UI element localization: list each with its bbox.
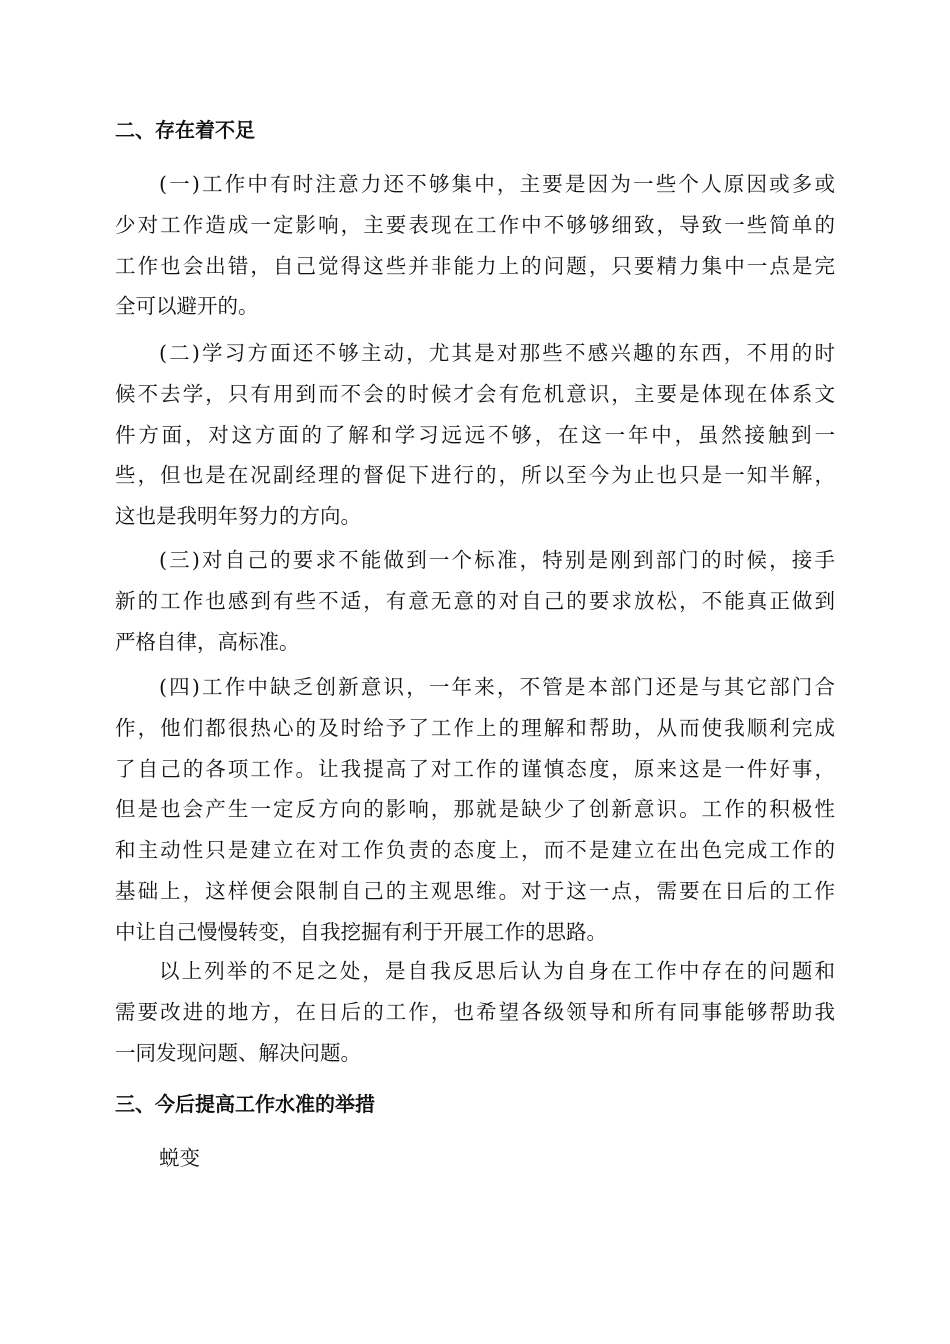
paragraph-line: (一)工作中有时注意力还不够集中，主要是因为一些个人原因或多或 bbox=[159, 172, 835, 196]
paragraph-line: 新的工作也感到有些不适，有意无意的对自己的要求放松，不能真正做到 bbox=[115, 588, 835, 613]
section-heading-shortcomings: 二、存在着不足 bbox=[115, 118, 255, 142]
paragraph-line: 作，他们都很热心的及时给予了工作上的理解和帮助，从而使我顺利完成 bbox=[115, 715, 835, 740]
paragraph-line: 一同发现问题、解决问题。 bbox=[115, 1040, 361, 1065]
paragraph-line: 和主动性只是建立在对工作负责的态度上，而不是建立在出色完成工作的 bbox=[115, 838, 835, 863]
paragraph-line: 中让自己慢慢转变，自我挖掘有利于开展工作的思路。 bbox=[115, 919, 607, 944]
paragraph-shortcoming-4 bbox=[115, 667, 835, 953]
paragraph-line: 需要改进的地方，在日后的工作，也希望各级领导和所有同事能够帮助我 bbox=[115, 999, 835, 1024]
paragraph-shortcoming-3 bbox=[115, 540, 835, 662]
paragraph-line: 少对工作造成一定影响，主要表现在工作中不够够细致，导致一些简单的 bbox=[115, 212, 835, 237]
paragraph-line: (三)对自己的要求不能做到一个标准，特别是刚到部门的时候，接手 bbox=[159, 548, 835, 572]
paragraph-line: (四)工作中缺乏创新意识，一年来，不管是本部门还是与其它部门合 bbox=[159, 675, 835, 699]
paragraph-line: 全可以避开的。 bbox=[115, 294, 259, 319]
paragraph-line: 严格自律，高标准。 bbox=[115, 629, 300, 654]
paragraph-line: 但是也会产生一定反方向的影响，那就是缺少了创新意识。工作的积极性 bbox=[115, 797, 835, 822]
paragraph-line: 工作也会出错，自己觉得这些并非能力上的问题，只要精力集中一点是完 bbox=[115, 253, 835, 278]
paragraph-line: 蜕变 bbox=[159, 1146, 200, 1170]
paragraph-shortcoming-2 bbox=[115, 333, 835, 537]
paragraph-measures bbox=[115, 1138, 835, 1179]
paragraph-line: 件方面，对这方面的了解和学习远远不够，在这一年中，虽然接触到一 bbox=[115, 422, 835, 447]
paragraph-line: 以上列举的不足之处，是自我反思后认为自身在工作中存在的问题和 bbox=[159, 959, 835, 983]
paragraph-line: (二)学习方面还不够主动，尤其是对那些不感兴趣的东西，不用的时 bbox=[159, 341, 835, 365]
section-heading-measures: 三、今后提高工作水准的举措 bbox=[115, 1092, 375, 1116]
paragraph-line: 这也是我明年努力的方向。 bbox=[115, 504, 361, 529]
paragraph-line: 了自己的各项工作。让我提高了对工作的谨慎态度，原来这是一件好事， bbox=[115, 756, 835, 781]
paragraph-line: 候不去学，只有用到而不会的时候才会有危机意识，主要是体现在体系文 bbox=[115, 381, 835, 406]
paragraph-shortcoming-1 bbox=[115, 164, 835, 327]
paragraph-line: 些，但也是在况副经理的督促下进行的，所以至今为止也只是一知半解， bbox=[115, 463, 835, 488]
paragraph-summary bbox=[115, 951, 835, 1073]
paragraph-line: 基础上，这样便会限制自己的主观思维。对于这一点，需要在日后的工作 bbox=[115, 878, 835, 903]
